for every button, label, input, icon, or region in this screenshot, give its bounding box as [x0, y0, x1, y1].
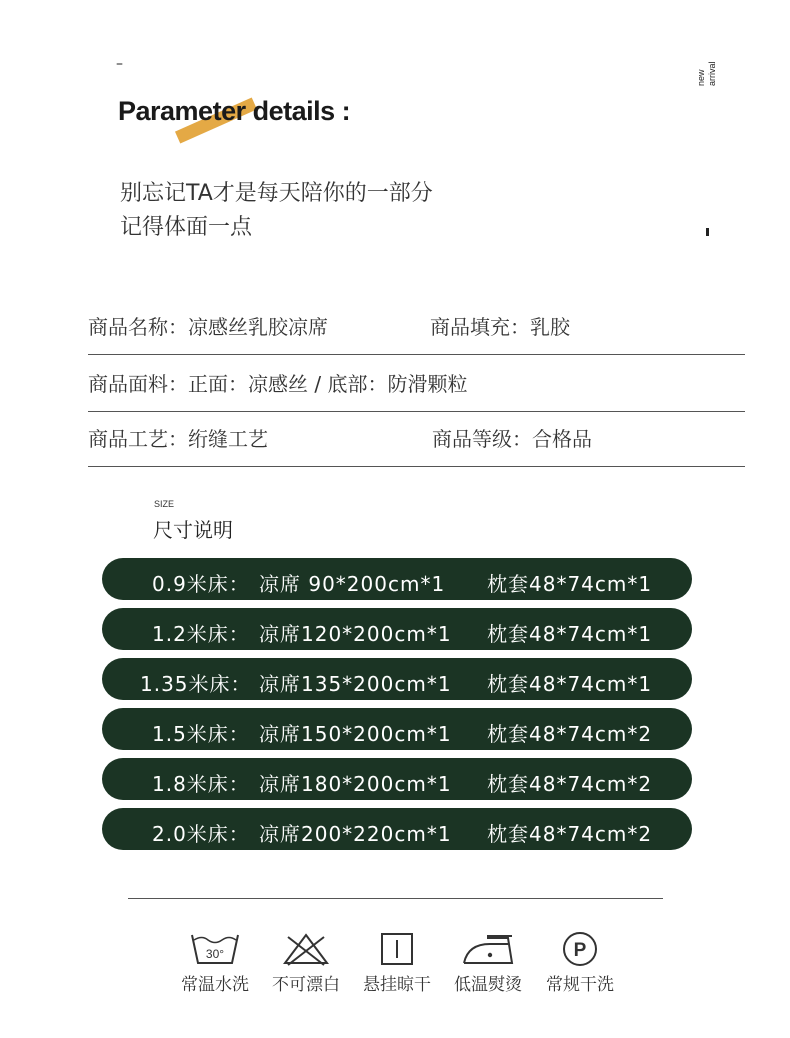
size-row-mat: 凉席200*220cm*1 — [259, 822, 452, 846]
size-row — [102, 708, 692, 750]
size-row-bed: 0.9米床： — [152, 572, 250, 596]
size-row-mat: 凉席150*200cm*1 — [259, 722, 452, 746]
wash-30-icon — [190, 932, 240, 966]
spec-name: 商品名称：凉感丝乳胶凉席 — [88, 315, 328, 339]
care-item — [352, 932, 442, 995]
care-label: 常温水洗 — [181, 975, 249, 995]
bottom-divider — [128, 898, 663, 899]
spec-fabric: 商品面料：正面：凉感丝 / 底部：防滑颗粒 — [88, 372, 468, 396]
care-item — [170, 932, 260, 995]
side-tag-line1: new — [696, 69, 706, 86]
size-label-en: SIZE — [154, 499, 175, 509]
size-row — [102, 608, 692, 650]
spec-grade: 商品等级：合格品 — [432, 427, 592, 451]
size-row-pillow: 枕套48*74cm*2 — [487, 772, 653, 796]
size-row-bed: 2.0米床： — [152, 822, 250, 846]
care-label: 常规干洗 — [546, 975, 614, 995]
decorative-dash: – — [116, 56, 123, 72]
heading-title: Parameter details : — [118, 96, 351, 126]
size-row-pillow: 枕套48*74cm*1 — [487, 622, 653, 646]
decorative-tick — [706, 228, 709, 236]
dry-clean-letter: P — [573, 940, 587, 961]
care-item — [535, 932, 625, 995]
side-tag-line2: arrival — [707, 61, 717, 86]
size-row-bed: 1.5米床： — [152, 722, 250, 746]
size-row — [102, 758, 692, 800]
spec-row — [88, 356, 745, 412]
size-row-mat: 凉席 90*200cm*1 — [259, 572, 446, 596]
size-row-bed: 1.2米床： — [152, 622, 250, 646]
spec-craft: 商品工艺：绗缝工艺 — [88, 427, 268, 451]
size-row-pillow: 枕套48*74cm*1 — [487, 672, 653, 696]
tagline-1: 别忘记TA才是每天陪你的一部分 — [120, 181, 433, 206]
tagline-2: 记得体面一点 — [120, 215, 253, 240]
size-title: 尺寸说明 — [153, 518, 233, 542]
size-row-mat: 凉席135*200cm*1 — [259, 672, 452, 696]
divider — [88, 466, 745, 467]
care-item — [261, 932, 351, 995]
size-row-mat: 凉席120*200cm*1 — [259, 622, 452, 646]
dry-clean-p-icon — [555, 932, 605, 966]
care-label: 不可漂白 — [272, 975, 340, 995]
new-arrival-tag — [696, 50, 720, 90]
size-row — [102, 658, 692, 700]
size-row-bed: 1.35米床： — [140, 672, 252, 696]
divider — [88, 354, 745, 355]
size-row-pillow: 枕套48*74cm*2 — [487, 722, 653, 746]
size-row — [102, 808, 692, 850]
care-label: 低温熨烫 — [454, 975, 522, 995]
size-row-mat: 凉席180*200cm*1 — [259, 772, 452, 796]
spec-row — [88, 411, 745, 467]
no-bleach-icon — [281, 932, 331, 966]
care-item — [443, 932, 533, 995]
wash-temp: 30° — [205, 947, 225, 961]
size-row-pillow: 枕套48*74cm*1 — [487, 572, 653, 596]
size-row — [102, 558, 692, 600]
size-row-bed: 1.8米床： — [152, 772, 250, 796]
spec-row — [88, 299, 745, 355]
low-iron-icon — [460, 932, 516, 966]
hang-dry-icon — [372, 932, 422, 966]
parameter-heading — [118, 96, 350, 127]
size-row-pillow: 枕套48*74cm*2 — [487, 822, 653, 846]
spec-filling: 商品填充：乳胶 — [430, 315, 570, 339]
care-label: 悬挂晾干 — [363, 975, 431, 995]
